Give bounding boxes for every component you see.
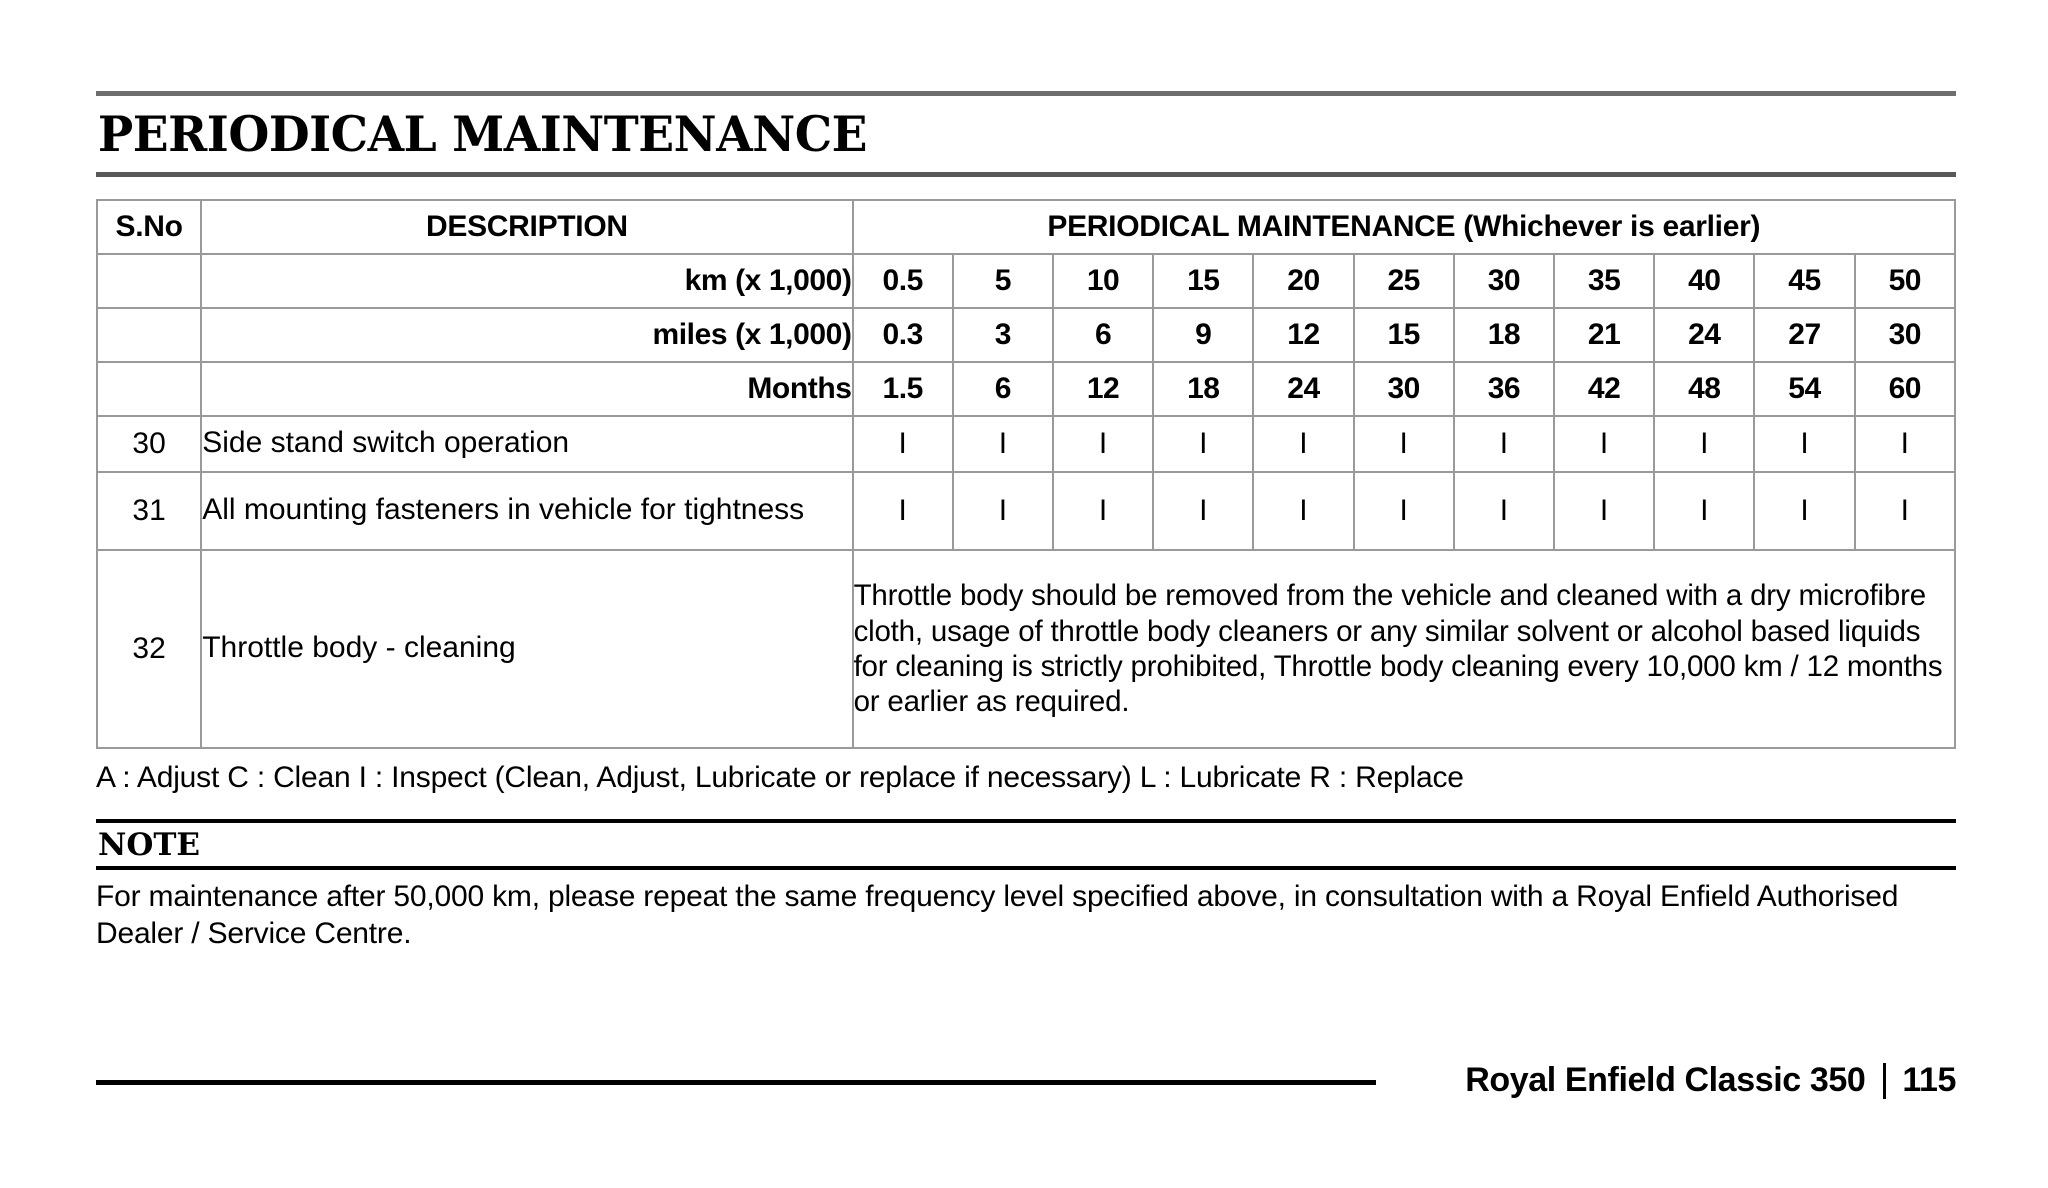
km-value: 15: [1153, 254, 1253, 308]
months-value: 1.5: [853, 362, 953, 416]
row-mark: I: [1654, 416, 1754, 472]
miles-value: 27: [1754, 308, 1854, 362]
months-value: 18: [1153, 362, 1253, 416]
miles-value: 15: [1354, 308, 1454, 362]
km-value: 35: [1554, 254, 1654, 308]
footer-page-number: 115: [1902, 1061, 1956, 1099]
months-value: 24: [1253, 362, 1353, 416]
note-section: [96, 819, 1956, 953]
header-sno: S.No: [97, 200, 201, 254]
miles-value: 12: [1253, 308, 1353, 362]
row-mark: I: [1754, 472, 1854, 550]
footer-model: Royal Enfield Classic 350: [1465, 1061, 1866, 1099]
row-mark: I: [1654, 472, 1754, 550]
km-value: 20: [1253, 254, 1353, 308]
km-value: 0.5: [853, 254, 953, 308]
row-mark: I: [1554, 472, 1654, 550]
row-mark: I: [953, 472, 1053, 550]
row-description: All mounting fasteners in vehicle for tightness: [201, 472, 852, 550]
months-value: 48: [1654, 362, 1754, 416]
miles-value: 9: [1153, 308, 1253, 362]
footer-separator: [1883, 1063, 1886, 1099]
row-description: Throttle body - cleaning: [201, 550, 852, 748]
row-sno: 31: [97, 472, 201, 550]
page-content: [96, 0, 1956, 953]
footer-rule: [96, 1080, 1376, 1085]
miles-value: 18: [1454, 308, 1554, 362]
row-mark: I: [1253, 416, 1353, 472]
page-title: PERIODICAL MAINTENANCE: [97, 105, 868, 163]
row-sno: 30: [97, 416, 201, 472]
title-rule-bottom: [96, 172, 1956, 177]
km-value: 5: [953, 254, 1053, 308]
km-value: 25: [1354, 254, 1454, 308]
months-value: 54: [1754, 362, 1854, 416]
row-mark: I: [1454, 472, 1554, 550]
note-heading: NOTE: [98, 826, 201, 863]
km-sno-cell: [97, 254, 201, 308]
table-row: [97, 416, 1955, 472]
months-value: 6: [953, 362, 1053, 416]
months-label: Months: [201, 362, 852, 416]
row-mark: I: [853, 472, 953, 550]
miles-label: miles (x 1,000): [201, 308, 852, 362]
row-mark: I: [1454, 416, 1554, 472]
row-mark: I: [1754, 416, 1854, 472]
row-note-text: Throttle body should be removed from the vehicle and cleaned with a dry microfibre cloth, usage of throttle body cleaners or any similar solvent or alcohol based liquids for cleaning is strictly prohibited, Throttle body cleaning every 10,000 km / 12 months or earlier as required.: [853, 550, 1955, 748]
table-row: [97, 550, 1955, 748]
row-mark: I: [853, 416, 953, 472]
miles-value: 6: [1053, 308, 1153, 362]
miles-value: 24: [1654, 308, 1754, 362]
header-periodical-maintenance: PERIODICAL MAINTENANCE (Whichever is earlier): [853, 200, 1955, 254]
page-footer: [96, 1063, 1956, 1102]
km-value: 40: [1654, 254, 1754, 308]
table-header-row: [97, 200, 1955, 254]
miles-value: 21: [1554, 308, 1654, 362]
miles-value: 3: [953, 308, 1053, 362]
row-mark: I: [1153, 472, 1253, 550]
table-row-miles: [97, 308, 1955, 362]
row-description: Side stand switch operation: [201, 416, 852, 472]
months-value: 30: [1354, 362, 1454, 416]
miles-sno-cell: [97, 308, 201, 362]
row-mark: I: [1354, 416, 1454, 472]
legend-text: A : Adjust C : Clean I : Inspect (Clean, Adjust, Lubricate or replace if necessary) L : Lubricate R : Replace: [96, 760, 1464, 794]
km-label: km (x 1,000): [201, 254, 852, 308]
miles-value: 0.3: [853, 308, 953, 362]
miles-value: 30: [1855, 308, 1955, 362]
months-sno-cell: [97, 362, 201, 416]
row-mark: I: [1253, 472, 1353, 550]
km-value: 10: [1053, 254, 1153, 308]
table-row-months: [97, 362, 1955, 416]
row-mark: I: [1554, 416, 1654, 472]
months-value: 60: [1855, 362, 1955, 416]
table-row: [97, 472, 1955, 550]
row-mark: I: [1053, 416, 1153, 472]
periodical-maintenance-table: [96, 199, 1956, 749]
months-value: 12: [1053, 362, 1153, 416]
header-description: DESCRIPTION: [201, 200, 852, 254]
note-body: For maintenance after 50,000 km, please repeat the same frequency level specified above, in consultation with a Royal Enfield Authorised Dealer / Service Centre.: [96, 879, 1899, 950]
row-mark: I: [1855, 416, 1955, 472]
km-value: 30: [1454, 254, 1554, 308]
months-value: 42: [1554, 362, 1654, 416]
km-value: 50: [1855, 254, 1955, 308]
row-sno: 32: [97, 550, 201, 748]
row-mark: I: [1354, 472, 1454, 550]
table-row-km: [97, 254, 1955, 308]
row-mark: I: [1053, 472, 1153, 550]
row-mark: I: [1153, 416, 1253, 472]
months-value: 36: [1454, 362, 1554, 416]
row-mark: I: [953, 416, 1053, 472]
km-value: 45: [1754, 254, 1854, 308]
row-mark: I: [1855, 472, 1955, 550]
footer-text: [1376, 1061, 1956, 1100]
